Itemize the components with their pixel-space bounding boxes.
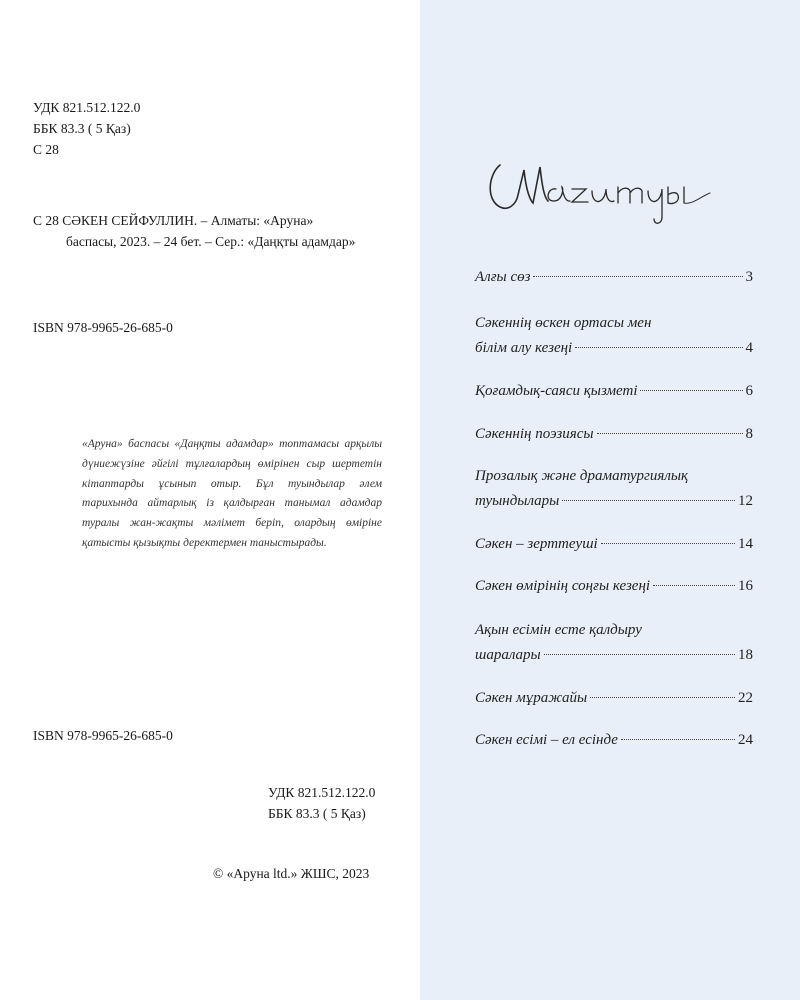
toc-page-number: 4 bbox=[745, 339, 753, 356]
toc-entry[interactable] bbox=[475, 686, 753, 711]
toc-leader-dots bbox=[533, 276, 742, 277]
toc-entry-title: Сәкеннің поэзиясы bbox=[475, 426, 594, 442]
biblio-line-1: С 28 СӘКЕН СЕЙФУЛЛИН. – Алматы: «Аруна» bbox=[33, 213, 314, 228]
toc-leader-dots bbox=[544, 654, 735, 655]
toc-entry-title: Сәкен – зерттеуші bbox=[475, 536, 598, 552]
toc-leader-dots bbox=[653, 585, 735, 586]
udc-code: УДК 821.512.122.0 bbox=[33, 100, 141, 115]
biblio-line-2: баспасы, 2023. – 24 бет. – Сер.: «Даңқты адамдар» bbox=[66, 234, 356, 249]
toc-entry[interactable] bbox=[475, 574, 753, 599]
toc-entry-title: Қоғамдық-саяси қызметі bbox=[475, 383, 638, 399]
isbn-bottom: ISBN 978-9965-26-685-0 bbox=[33, 728, 173, 743]
toc-page-number: 16 bbox=[738, 578, 753, 594]
toc-entry-title: Сәкен мұражайы bbox=[475, 690, 588, 706]
toc-leader-dots bbox=[601, 543, 735, 544]
isbn-top: ISBN 978-9965-26-685-0 bbox=[33, 320, 173, 335]
toc-entry[interactable] bbox=[475, 532, 753, 557]
toc-entry[interactable] bbox=[475, 379, 753, 404]
toc-leader-dots bbox=[562, 500, 735, 501]
classification-codes-bottom bbox=[268, 783, 375, 825]
toc-entry-title: Алғы сөз bbox=[475, 269, 531, 285]
toc-entry-title: туындылары bbox=[475, 492, 560, 509]
toc-leader-dots bbox=[575, 347, 742, 348]
author-mark: С 28 bbox=[33, 142, 59, 157]
toc-entry[interactable] bbox=[475, 618, 753, 668]
toc-page-number: 18 bbox=[738, 646, 753, 663]
bibliographic-record bbox=[33, 211, 403, 253]
toc-entry-title: Сәкен есімі – ел есінде bbox=[475, 732, 618, 748]
toc-entry[interactable] bbox=[475, 464, 753, 514]
toc-entry-title: Сәкен өмірінің соңғы кезеңі bbox=[475, 578, 651, 594]
toc-entry[interactable] bbox=[475, 422, 753, 447]
toc-entry[interactable] bbox=[475, 265, 753, 290]
copyright-notice: © «Аруна ltd.» ЖШС, 2023 bbox=[213, 866, 370, 881]
toc-entry-title: шаралары bbox=[475, 646, 541, 663]
toc-entry-title-line: Ақын есімін есте қалдыру bbox=[475, 622, 642, 638]
toc-leader-dots bbox=[640, 390, 742, 391]
udc-code: УДК 821.512.122.0 bbox=[268, 785, 376, 800]
toc-page-number: 6 bbox=[745, 383, 753, 399]
toc-leader-dots bbox=[621, 739, 735, 740]
toc-entry[interactable] bbox=[475, 311, 753, 361]
toc-entry-title-line: Сәкеннің өскен ортасы мен bbox=[475, 315, 652, 331]
toc-page-number: 3 bbox=[745, 269, 753, 285]
toc-page-number: 12 bbox=[738, 492, 753, 509]
contents-title bbox=[478, 145, 728, 235]
toc-entry[interactable] bbox=[475, 728, 753, 753]
toc-leader-dots bbox=[590, 697, 735, 698]
toc-page-number: 24 bbox=[738, 732, 753, 748]
abstract-text: «Аруна» баспасы «Даңқты адамдар» топтамасы арқылы дүниежүзіне әйгілі тұлғалардың өмірінен сыр шертетін кітаптарды ұсынып отыр. Бұл туындылар әлем тарихында айтарлық із қалдырған танымал адамдар туралы жан-жақты мәлімет беріп, олардың өміріне қатысты қызықты деректермен таныстырады. bbox=[82, 438, 382, 549]
bbk-code: ББК 83.3 ( 5 Қаз) bbox=[268, 806, 366, 821]
toc-leader-dots bbox=[597, 433, 743, 434]
toc-entry-title: білім алу кезеңі bbox=[475, 339, 573, 356]
toc-entry-title-line: Прозалық және драматургиялық bbox=[475, 468, 689, 484]
toc-page-number: 22 bbox=[738, 690, 753, 706]
bbk-code: ББК 83.3 ( 5 Қаз) bbox=[33, 121, 131, 136]
toc-page-number: 8 bbox=[745, 426, 753, 442]
classification-codes-top bbox=[33, 98, 140, 161]
toc-page-number: 14 bbox=[738, 536, 753, 552]
